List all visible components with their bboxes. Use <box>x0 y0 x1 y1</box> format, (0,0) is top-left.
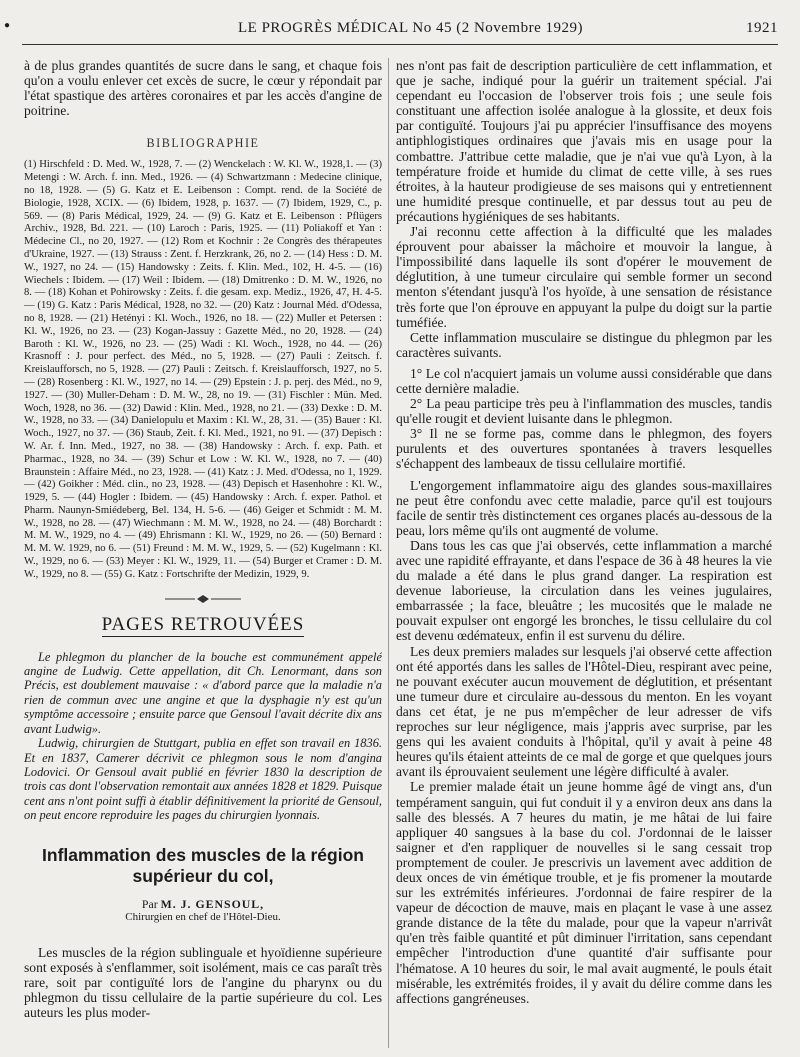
left-column <box>24 58 382 1048</box>
author-affiliation: Chirurgien en chef de l'Hôtel-Dieu. <box>125 910 281 923</box>
pages-history-paragraph: Ludwig, chirurgien de Stuttgart, publia en effet son travail en 1836. Et en 1837, Camerer décrivit ce phlegmon sous le nom d'angina Lodovici. Or Gensoul avait publié en février 1830 la description de trois cas dont l'observation remontait aux années 1828 et 1829. Puisque cent ans n'ont point suffi à établir définitivement la priorité de Gensoul, on peut encore reproduire les pages du chirurgien lyonnais. <box>24 736 382 823</box>
author-prefix: Par <box>141 896 161 911</box>
paragraph: Les deux premiers malades sur lesquels j'ai observé cette affection ont été apportés dans les salles de l'Hôtel-Dieu, respirant avec peine, ne pouvant exécuter aucun mouvement de déglutition, et présentant une tumeur dure et circulaire au-dessous du menton. En les voyant dans cet état, je ne pus m'empêcher de leur adresser de vifs reproches sur leur négligence, mais j'appris avec surprise, par les gens qui les avaient conduits à l'hôpital, qu'il y avait à peine 48 heures qu'ils étaient atteints de ce mal de gorge et que quelques jours avant ils éprouvaient seulement une légère difficulté à avaler. <box>396 643 772 780</box>
author-line <box>24 897 382 911</box>
ornament-divider <box>24 592 382 604</box>
intro-paragraph: à de plus grandes quantités de sucre dans le sang, et chaque fois qu'on a voulu enlever cet excès de sucre, le cœur y répondait par l'état spastique des artères coronaires et par les accès d'angine de poitrine. <box>24 58 382 119</box>
bibliography-heading: BIBLIOGRAPHIE <box>146 136 260 151</box>
column-divider <box>388 58 389 1048</box>
article-title: Inflammation des muscles de la région supérieur du col, <box>42 844 364 886</box>
paragraph: J'ai reconnu cette affection à la difficulté que les malades éprouvent pour abaisser la mâchoire et mouvoir la langue, à l'impossibilité dans laquelle ils sont d'opérer le mouvement de déglutition, à une tumeur circulaire qui semble former un second menton s'étendant jusqu'à l'os hyoïde, à une sensation de résistance très forte que l'on éprouve en appuyant la pulpe du doigt sur la partie tuméfiée. <box>396 224 772 330</box>
running-header <box>4 6 778 36</box>
paragraph: L'engorgement inflammatoire aigu des glandes sous-maxillaires ne peut être confondu avec cette maladie, parce qu'il est toujours facile de sentir très distinctement ces organes placés au-dessous de la peau, lors même qu'ils ont augmenté de volume. <box>396 477 772 538</box>
author-name: M. J. GENSOUL, <box>160 896 265 911</box>
section-title-text: PAGES RETROUVÉES <box>101 613 305 635</box>
paragraph: Dans tous les cas que j'ai observés, cette inflammation a marché avec une rapidité effrayante, et dans l'espace de 36 à 48 heures la vie du malade a été dans le plus grand danger. La respiration est devenue laborieuse, la circulation dans les veines jugulaires, embarrassée ; la face, bleuâtre ; les mucosités que le malade ne pouvait expulser ont engorgé les bronches, le tissu cellulaire du col est devenu œdémateux, enfin il est survenu du délire. <box>396 537 772 644</box>
list-item: 3° Il ne se forme pas, comme dans le phlegmon, des foyers purulents et des ouvertures spontanées à travers lesquelles s'échappent des lambeaux de tissu cellulaire mortifié. <box>396 426 772 472</box>
article-opening-paragraph: Les muscles de la région sublinguale et hyoïdienne supérieure sont exposés à s'enflammer, soit isolément, mais ce cas paraît très rare, soit par contiguïté lors de l'angine du pharynx ou du phlegmon du tissu cellulaire de la partie supérieure du col. Les auteurs les plus moder- <box>24 944 382 1020</box>
margin-dot: ● <box>4 20 11 31</box>
paragraph: nes n'ont pas fait de description particulière de cett inflammation, et que je sache, indiqué pour la guérir un traitement spécial. J'ai cependant eu l'occasion de l'observer trois fois ; une seule fois constituant une affection isolée analogue à la glossite, et deux fois par contiguïté. Toujours j'ai pu apprécier l'insuffisance des moyens antiphlogistiques ordinaires que j'avais mis en usage pour la combattre. J'attribue cette maladie, que je n'ai vue qu'à Lyon, à la température froide et humide du climat de cette ville, à ses rues étroites, à la hauteur prodigieuse de ses maisons qui y entretiennent une humidité presque continuelle, et par dessus tout au peu de précautions hygiéniques de ses habitants. <box>396 58 772 224</box>
list-item: 2° La peau participe très peu à l'inflammation des muscles, tandis qu'elle rougit et devient luisante dans le phlegmon. <box>396 396 772 427</box>
section-title <box>24 614 382 636</box>
ornament-icon <box>163 593 243 605</box>
journal-title: LE PROGRÈS MÉDICAL No 45 (2 Novembre 1929) <box>238 20 584 36</box>
right-column <box>396 58 772 1048</box>
page-number: 1921 <box>746 20 778 36</box>
paragraph: Cette inflammation musculaire se distingue du phlegmon par les caractères suivants. <box>396 329 772 360</box>
list-item: 1° Le col n'acquiert jamais un volume aussi considérable que dans cette dernière maladie. <box>396 365 772 396</box>
header-rule <box>22 44 778 45</box>
bibliography-list: (1) Hirschfeld : D. Med. W., 1928, 7. — (2) Wenckelach : W. Kl. W., 1928,1. — (3) Metengi : W. Arch. f. inn. Med., 1926. — (4) Schwartzmann : Medecine clinique, no 18, 1928. — (5) G. Katz et E. Leibenson : Compt. rend. de la Société de Biologie, 1928, XCIX. — (6) Ibidem, 1928, p. 1637. — (7) Ibidem, 1929, C., p. 569. — (8) Paris Médical, 1929, 24. — (9) G. Katz et E. Leibenson : Pflügers Archiv., 1928, Bd. 221. — (10) Laroch : Paris, 1925. — (11) Poliakoff et Yan : Médecine Cl., no 20, 1927. — (12) Rom et Kochnir : 2e Congrès des thérapeutes d'Ukraine, 1927. — (13) Strauss : Zent. f. Herzkrank, 26, no 2. — (14) Hess : D. M. W., 1927, no 24. — (15) Handowsky : Zeits. f. Klin. Med., 102, H. 4-5. — (16) Wiechels : Ibidem. — (17) Weil : Ibidem. — (18) Dmitrenko : D. M. W., 1926, no 8. — (18) Kohan et Pohirowsky : Zeits. f. die gesam. exp. Mediz., 1926, 47, H. 4-5. — (19) G. Katz : Paris Médical, 1928, no 32. — (20) Katz : Journal Méd. d'Odessa, no 8, 1928. — (21) Hetényi : Kl. Woch., 1926, no 18. — (22) Muller et Petersen : Kl. W., 1926, no 23. — (23) Kogan-Jassuy : Gazette Méd., no 20, 1928. — (24) Baroth : Kl. W., 1926, no 23. — (25) Wadi : Kl. Woch., 1928, no 44. — (26) Krasnoff : J. pour perfect. des Méd., no 5, 1928. — (27) Pauli : Zeitsch. f. Kreislaufforsch, no 5, 1928. — (27) Pauli : Zeitsch. f. Kreislaufforsch, 1927, no 5. — (28) Rosenberg : Kl. W., 1927, no 14. — (29) Epstein : J. p. perj. des Méd., no 9, 1927. — (30) Muller-Deham : D. M. W., 28, no 19. — (31) Fischler : Mün. Med. Woch, 1928, no 36. — (32) Dawid : Klin. Med., 1928, no 21. — (33) Dexke : D. M. W., 1928, no 33. — (34) Danielopulu et Maxim : Kl. W., 28, 31. — (35) Bauer : Kl. Woch., 1927, no 37. — (36) Staub, Zeit. f. Kl. Med., 1921, no 91. — (37) Depisch : W. Ar. f. Inn. Med., 1927, no 38. — (38) Handowsky : Arch. f. exp. Path. et Pharmac., 1928, no 34. — (39) Schur et Low : W. Kl. W., 1928, no 7. — (40) Braunstein : Affaire Méd., no 23, 1928. — (41) Katz : J. Med. d'Odessa, no 1, 1929. — (42) Goikher : Méd. clin., no 23, 1928. — (43) Depisch et Hasenhohre : Kl. W., 1929, 5. — (44) Hogler : Ibidem. — (45) Handowsky : Arch. f. exper. Pathol. et Pharm. Naunyn-Smiédeberg, Bel. 134, H. 5-6. — (46) Geiger et Schmidt : M. M. W., 1928, no 28. — (47) Wiechmann : M. M. W., 1928, no 24. — (48) Borchardt : M. M. W., 1929, no 4. — (49) Ehrismann : Kl. W., 1929, no 26. — (50) Bernard : M. M. W. 1929, no 6. — (51) Freund : M. M. W., 1929, 5. — (52) Kugelmann : Kl. W., 1929, no 6. — (53) Meyer : Kl. W., 1929, 11. — (54) Burger et Cramer : D. M. W., 1929, no 8. — (55) G. Katz : Fortschrifte der Medizin, 1929, 9. <box>24 159 382 580</box>
paragraph: Le premier malade était un jeune homme âgé de vingt ans, d'un tempérament sanguin, qui fut conduit il y a environ deux ans dans la salle des blessés. A 7 heures du matin, je me hâtai de lui faire appliquer 40 sangsues à la base du col. J'ordonnai de le laisser saigner et d'en rappliquer de nouvelles si le sang cessait trop promptement de couler. Je prescrivis un lavement avec addition de deux onces de vin émétique trouble, et je fis promener la moutarde sur les extrémités inférieures. J'ordonnai de faire respirer de la vapeur de décoction de mauve, mais en plaçant le vase à une assez grande distance de la tête du malade, pour que la vapeur n'arrivât qu'en très faible quantité et pût diminuer l'irritation, sans cependant empêcher l'introduction d'une quantité d'air suffisante pour l'hématose. A 10 heures du soir, le mal avait augmenté, le pouls était misérable, les extrémités froides, il y avait du délire comme dans les affections gangréneuses. <box>396 779 772 1006</box>
pages-intro-paragraph: Le phlegmon du plancher de la bouche est communément appelé angine de Ludwig. Cette appellation, dit Ch. Lenormant, dans son Précis, est doublement mauvaise : « d'abord parce que la maladie n'a rien de commun avec une angine et que la dysphagie n'y est qu'un symptôme accessoire ; ensuite parce que Gensoul l'avait décrite dix ans avant Ludwig». <box>24 649 382 736</box>
